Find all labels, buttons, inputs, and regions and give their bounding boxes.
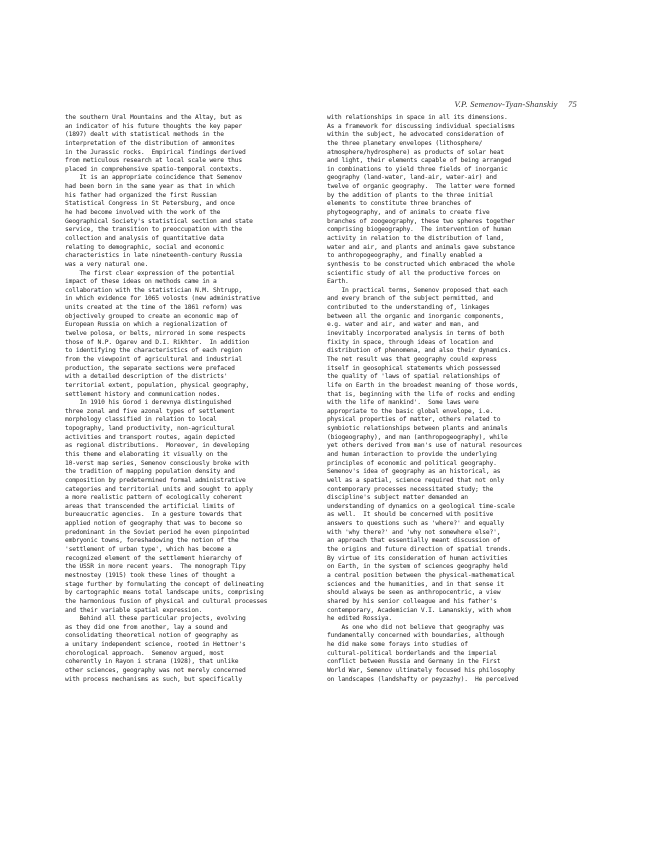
text-line: the USSR in more recent years. The monograph Tipy: [65, 563, 246, 571]
text-line: composition by predetermined formal administrative: [65, 476, 246, 484]
text-line: 10-verst map series, Semenov consciously broke with: [65, 459, 250, 467]
text-line: three zonal and five azonal types of settlement: [65, 407, 235, 415]
text-line: twelve of organic geography. The latter were formed: [327, 183, 515, 191]
text-line: on landscapes (landshafty or peyzazhy). He perceived: [327, 675, 519, 683]
text-line: to anthropogeography, and finally enabled a: [327, 252, 483, 260]
text-line: to identifying the characteristics of each region: [65, 347, 242, 355]
text-line: European Russia on which a regionalization of: [65, 321, 228, 329]
text-line: topography, land productivity, non-agricultural: [65, 425, 235, 433]
text-line: with a detailed description of the districts': [65, 373, 228, 381]
text-line: recognized element of the settlement hierarchy of: [65, 554, 242, 562]
text-line: sciences and the humanities, and in that sense it: [327, 580, 504, 588]
text-line: by the addition of plants to the three initial: [327, 191, 494, 199]
text-line: contributed to the understanding of, linkages: [327, 304, 490, 312]
text-line: inevitably incorporated analysis in terms of both: [327, 330, 504, 338]
text-line: well as a spatial, science required that not only: [327, 476, 504, 484]
text-line: as well. It should be concerned with positive: [327, 511, 494, 519]
text-line: the tradition of mapping population density and: [65, 468, 235, 476]
text-line: the origins and future direction of spatial trends.: [327, 546, 512, 554]
running-header: [454, 99, 577, 109]
page-number: 75: [568, 99, 577, 109]
text-line: the three planetary envelopes (lithosphere/: [327, 139, 483, 147]
text-line: the harmonious fusion of physical and cultural processes: [65, 597, 268, 605]
text-line: he had become involved with the work of the: [65, 209, 221, 217]
text-line: principles of economic and political geography.: [327, 459, 497, 467]
text-line: twelve polosa, or belts, mirrored in some respects: [65, 330, 246, 338]
text-line: synthesis to be constructed which embraced the whole: [327, 260, 515, 268]
text-line: settlement history and communication nodes.: [65, 390, 221, 398]
text-line: service, the transition to preoccupation with the: [65, 226, 242, 234]
text-line: by cartographic means total landscape units, comprising: [65, 589, 264, 597]
text-line: It is an appropriate coincidence that Semenov: [65, 174, 242, 182]
text-line: that is, beginning with the life of rocks and ending: [327, 390, 515, 398]
text-line: consolidating theoretical notion of geography as: [65, 632, 239, 640]
text-line: bureaucratic agencies. In a gesture towards that: [65, 511, 242, 519]
text-line: between all the organic and inorganic components,: [327, 312, 504, 320]
text-line: his father had organized the first Russian: [65, 191, 217, 199]
text-line: an approach that essentially meant discussion of: [327, 537, 501, 545]
text-line: phytogeography, and of animals to create five: [327, 209, 490, 217]
text-line: fixity in space, through ideas of location and: [327, 338, 494, 346]
text-line: (biogeography), and man (anthropogeography), while: [327, 433, 508, 441]
text-line: as regional distributions. Moreover, in developing: [65, 442, 250, 450]
text-line: elements to constitute three branches of: [327, 200, 472, 208]
text-line: conflict between Russia and Germany in the First: [327, 658, 501, 666]
text-line: morphology classified in relation to local: [65, 416, 217, 424]
text-line: was a very natural one.: [65, 260, 149, 268]
text-line: shared by his senior colleague and his father's: [327, 597, 497, 605]
text-line: territorial extent, population, physical geography,: [65, 381, 250, 389]
text-line: those of N.P. Ogarev and D.I. Rikhter. In addition: [65, 338, 250, 346]
text-line: in the Jurassic rocks. Empirical findings derived: [65, 148, 246, 156]
text-line: predominant in the Soviet period he even pinpointed: [65, 528, 250, 536]
text-line: scientific study of all the productive forces on: [327, 269, 501, 277]
text-line: In practical terms, Semenov proposed that each: [327, 286, 508, 294]
text-line: 'settlement of urban type', which has become a: [65, 546, 232, 554]
text-line: with the life of mankind'. Some laws were: [327, 399, 479, 407]
text-line: The first clear expression of the potential: [65, 269, 235, 277]
text-line: As one who did not believe that geography was: [327, 623, 504, 631]
right-column: [327, 114, 597, 684]
text-line: In 1910 his Gorod i derevnya distinguished: [65, 399, 232, 407]
text-line: symbiotic relationships between plants and animals: [327, 425, 508, 433]
text-line: (1897) dealt with statistical methods in the: [65, 131, 224, 139]
text-line: a more realistic pattern of ecologically coherent: [65, 494, 242, 502]
text-line: itself in geosophical statements which possessed: [327, 364, 501, 372]
text-line: life on Earth in the broadest meaning of those words,: [327, 381, 519, 389]
text-line: had been born in the same year as that in which: [65, 183, 235, 191]
text-line: units created at the time of the 1861 reform) was: [65, 304, 242, 312]
text-line: this theme and elaborating it visually on the: [65, 450, 228, 458]
text-line: yet others derived from man's use of natural resources: [327, 442, 522, 450]
text-line: appropriate to the basic global envelope, i.e.: [327, 407, 494, 415]
text-line: Geographical Society's statistical section and state: [65, 217, 253, 225]
text-line: production, the separate sections were prefaced: [65, 364, 235, 372]
text-line: in which evidence for 1065 volosts (new administrative: [65, 295, 260, 303]
text-line: World War, Semenov ultimately focused his philosophy: [327, 667, 515, 674]
text-line: As a framework for discussing individual specialisms: [327, 122, 515, 130]
text-line: within the subject, he advocated consideration of: [327, 131, 504, 139]
text-line: and light, their elements capable of being arranged: [327, 157, 512, 165]
text-line: with relationships in space in all its dimensions.: [327, 114, 508, 121]
text-line: other sciences, geography was not merely concerned: [65, 667, 246, 674]
text-line: embryonic towns, foreshadowing the notion of the: [65, 537, 239, 545]
text-line: and their variable spatial expression.: [65, 606, 203, 614]
text-line: contemporary processes necessitated study; the: [327, 485, 494, 493]
text-line: collaboration with the statistician N.M. Shtrupp,: [65, 286, 242, 294]
text-line: atmosphere/hydrosphere) as products of solar heat: [327, 148, 504, 156]
text-line: distribution of phenomena, and also their dynamics.: [327, 347, 512, 355]
text-line: branches of zoogeography, these two spheres together: [327, 217, 515, 225]
text-line: geography (land-water, land-air, water-air) and: [327, 174, 497, 182]
text-line: in combinations to yield three fields of inorganic: [327, 165, 508, 173]
text-line: characteristics in late nineteenth-century Russia: [65, 252, 242, 260]
text-line: as they did one from another, lay a sound and: [65, 623, 228, 631]
text-line: activity in relation to the distribution of land,: [327, 234, 504, 242]
text-line: discipline's subject matter demanded an: [327, 494, 468, 502]
text-line: relating to demographic, social and economic: [65, 243, 224, 251]
text-line: categories and territorial units and sought to apply: [65, 485, 253, 493]
text-line: answers to questions such as 'where?' and equally: [327, 520, 504, 528]
text-line: fundamentally concerned with boundaries, although: [327, 632, 504, 640]
text-line: an indicator of his future thoughts the key paper: [65, 122, 242, 130]
text-line: from the viewpoint of agricultural and industrial: [65, 355, 242, 363]
text-line: understanding of dynamics on a geological time-scale: [327, 502, 515, 510]
text-line: impact of these ideas on methods came in a: [65, 278, 217, 286]
text-line: areas that transcended the artificial limits of: [65, 502, 235, 510]
text-line: applied notion of geography that was to become so: [65, 520, 242, 528]
text-line: Behind all these particular projects, evolving: [65, 615, 246, 623]
text-line: activities and transport routes, again depicted: [65, 433, 235, 441]
text-line: Statistical Congress in St Petersburg, and once: [65, 200, 235, 208]
text-line: contemporary, Academician V.I. Lamanskiy, with whom: [327, 606, 512, 614]
text-line: interpretation of the distribution of ammonites: [65, 139, 235, 147]
text-line: Earth.: [327, 278, 349, 286]
text-line: placed in comprehensive spatio-temporal contexts.: [65, 165, 242, 173]
text-line: a unitary independent science, rooted in Hettner's: [65, 641, 246, 649]
text-line: should always be seen as anthropocentric, a view: [327, 589, 501, 597]
text-line: the southern Ural Mountains and the Altay, but as: [65, 114, 242, 121]
text-line: he edited Rossiya.: [327, 615, 392, 623]
text-line: cultural-political borderlands and the imperial: [327, 649, 497, 657]
text-line: and human interaction to provide the underlying: [327, 450, 497, 458]
text-line: objectively grouped to create an economic map of: [65, 312, 239, 320]
text-line: e.g. water and air, and water and man, and: [327, 321, 479, 329]
text-line: water and air, and plants and animals gave substance: [327, 243, 515, 251]
text-line: mestnostey (1915) took these lines of thought a: [65, 571, 235, 579]
text-line: collection and analysis of quantitative data: [65, 234, 224, 242]
text-line: he did make some forays into studies of: [327, 641, 468, 649]
text-line: Semenov's idea of geography as an historical, as: [327, 468, 501, 476]
text-line: physical properties of matter, others related to: [327, 416, 501, 424]
text-line: with 'why there?' and 'why not somewhere else?',: [327, 528, 501, 536]
text-line: By virtue of its consideration of human activities: [327, 554, 508, 562]
text-line: and every branch of the subject permitted, and: [327, 295, 494, 303]
text-line: from meticulous research at local scale were thus: [65, 157, 242, 165]
left-column: [65, 114, 327, 684]
text-line: chorological approach. Semenov argued, most: [65, 649, 224, 657]
text-line: coherently in Rayon i strana (1928), that unlike: [65, 658, 239, 666]
text-line: with process mechanisms as such, but specifically: [65, 675, 242, 683]
text-line: The net result was that geography could express: [327, 355, 497, 363]
text-line: the quality of 'laws of spatial relationships of: [327, 373, 501, 381]
running-title: V.P. Semenov-Tyan-Shanskiy: [454, 99, 558, 109]
text-line: stage further by formulating the concept of delineating: [65, 580, 264, 588]
text-line: comprising biogeography. The intervention of human: [327, 226, 512, 234]
text-line: a central position between the physical-mathematical: [327, 571, 515, 579]
text-line: on Earth, in the system of sciences geography held: [327, 563, 508, 571]
